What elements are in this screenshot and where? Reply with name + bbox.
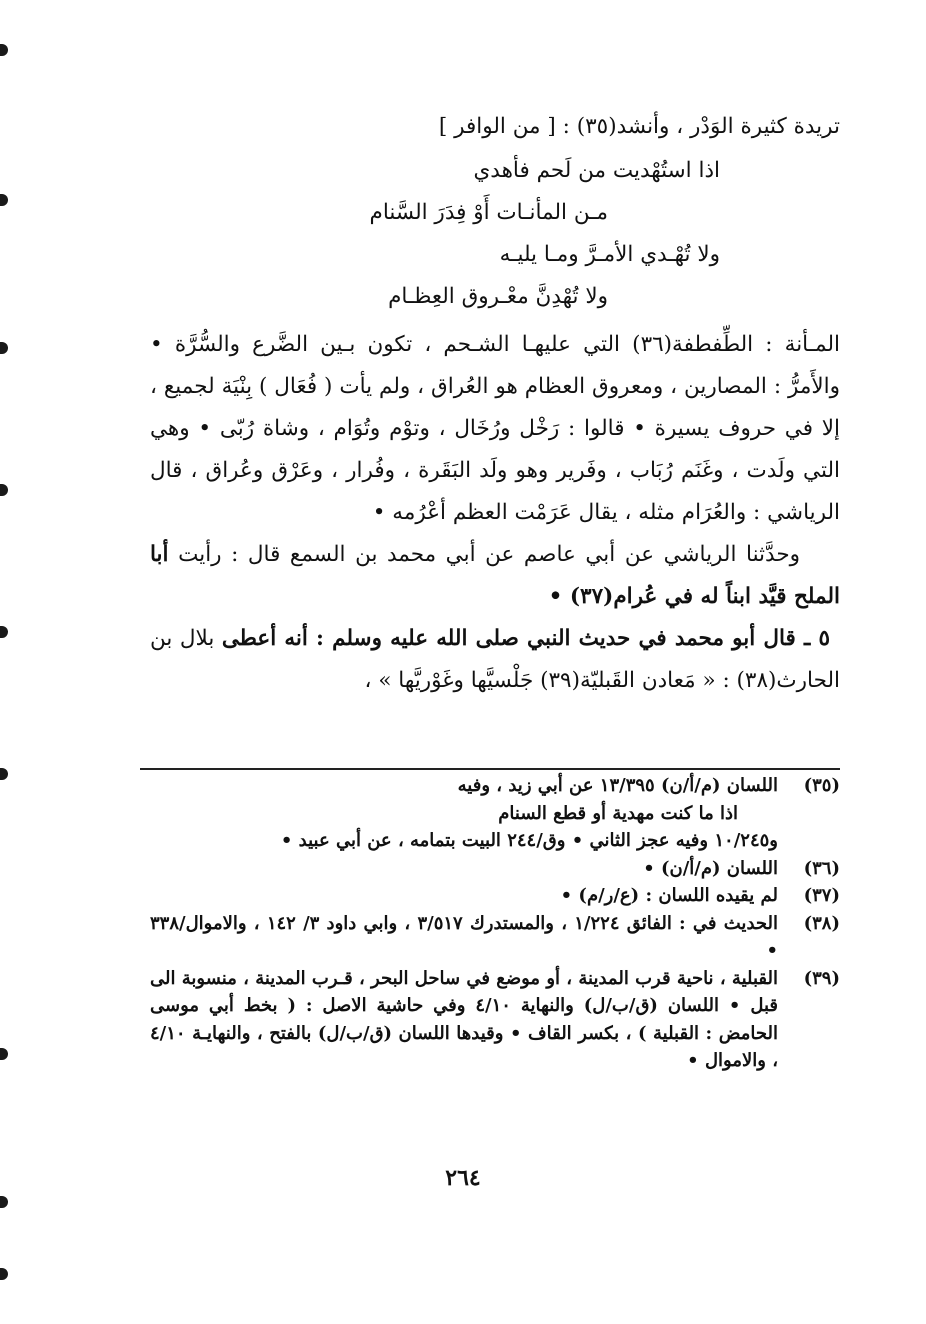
footnote-number: (٣٦) [803, 857, 840, 879]
binding-mark [0, 194, 8, 206]
verse-2: مـن المأنـات أَوْ فِدَرَ السَّنام [369, 200, 608, 225]
footnote-line: و١٠/٢٤٥ وفيه عجز الثاني • وق/٢٤٤ البيت بتمامه ، عن أبي عبيد • [280, 830, 778, 851]
footnote-number: (٣٥) [803, 775, 840, 796]
footnote-text: القبلية ، ناحية قرب المدينة ، أو موضع في ساحل البحر ، قـرب المدينة ، منسوبة الى قبل • اللسان (ق/ب/ل) والنهاية ٤/١٠ وفي حاشية الاصل : ( بخط أبي موسى الحامض : القبلية ) ، بكسر القاف • وقيدها اللسان (ق/ب/ل) بالفتح ، والنهايـة ٤/١٠ ، والاموال • [150, 967, 778, 1071]
binding-mark [0, 484, 8, 496]
main-text-top [150, 106, 840, 148]
verse-3: ولا تُهْـدي الأمـرَّ ومـا يليـه [499, 242, 720, 267]
footnote-37 [150, 882, 840, 910]
footnote-35 [150, 772, 840, 855]
footnotes [150, 772, 840, 1075]
narration-text: وحدَّثنا الرياشي عن أبي عاصم عن أبي محمد بن السمع قال : رأيت [178, 542, 800, 567]
binding-mark [0, 1196, 8, 1208]
main-text-body [150, 324, 840, 702]
footnote-text: لم يقيده اللسان : (ع/ر/م) • [560, 885, 778, 906]
narration-bold-text: أبا الملح قيَّد ابناً له في عُرام(٣٧) • [150, 542, 840, 609]
footnote-number: (٣٩) [803, 967, 840, 989]
footnote-number: (٣٨) [803, 912, 840, 934]
binding-mark [0, 626, 8, 638]
opening-line: تريدة كثيرة الوَدْر ، وأنشد(٣٥) : [ من الوافر ] [438, 114, 840, 139]
binding-mark [0, 44, 8, 56]
binding-mark [0, 1268, 8, 1280]
hadith-text: بلال بن الحارث(٣٨) : « مَعادن القَبليّة(٣٩) جَلْسيَّها وغَوْريَّها » ، [150, 626, 840, 693]
verse-1: اذا استُهْديت من لَحم فأهدي [473, 158, 720, 183]
paragraph-hadith [150, 618, 840, 702]
footnote-line: اللسان (م/أ/ن) ١٣/٣٩٥ عن أبي زيد ، وفيه [457, 775, 778, 796]
footnote-verse: اذا ما كنت مهدية أو قطع السنام [498, 802, 738, 824]
hadith-heading: ٥ ـ قال أبو محمد في حديث النبي صلى الله عليه وسلم : أنه أعطى [221, 626, 831, 651]
footnote-number: (٣٧) [803, 885, 840, 906]
paragraph-commentary: المـأنة : الطِّفطفة(٣٦) التي عليهـا الشـحم ، تكون بـين الضَّرع والسُّرَّة • والأَمرُّ : المصارين ، ومعروق العظام هو العُراق ، ولم يأت ( فُعَال ) بِنْيَة لجميع ، إلا في حروف يسيرة • قالوا : رَخْل ورُخَال ، وتوْم وتُوَام ، وشاة رُبّى • وهي التي ولَدت ، وغَنَم رُبَاب ، وفَرير وهو ولَد البَقَرة ، وفُرار ، وعَرْق وعُراق ، قال الرياشي : والعُرَام مثله ، يقال عَرَمْت العظم أعْرُمه • [150, 332, 840, 525]
footnote-separator [140, 768, 840, 770]
verse-4: ولا تُهْدِنَّ معْـروق العِظـام [388, 284, 608, 309]
binding-mark [0, 768, 8, 780]
paragraph-narration [150, 534, 840, 618]
footnote-text [150, 772, 778, 855]
footnote-text: اللسان (م/أ/ن) • [643, 857, 778, 879]
binding-mark [0, 342, 8, 354]
footnote-38 [150, 910, 840, 965]
binding-mark [0, 1048, 8, 1060]
page-number: ٢٦٤ [445, 1165, 481, 1191]
footnote-text: الحديث في : الفائق ١/٢٢٤ ، والمستدرك ٣/٥١٧ ، وابي داود ٣/ ١٤٢ ، والاموال/٣٣٨ • [150, 912, 778, 961]
footnote-39 [150, 965, 840, 1075]
footnote-36 [150, 855, 840, 883]
